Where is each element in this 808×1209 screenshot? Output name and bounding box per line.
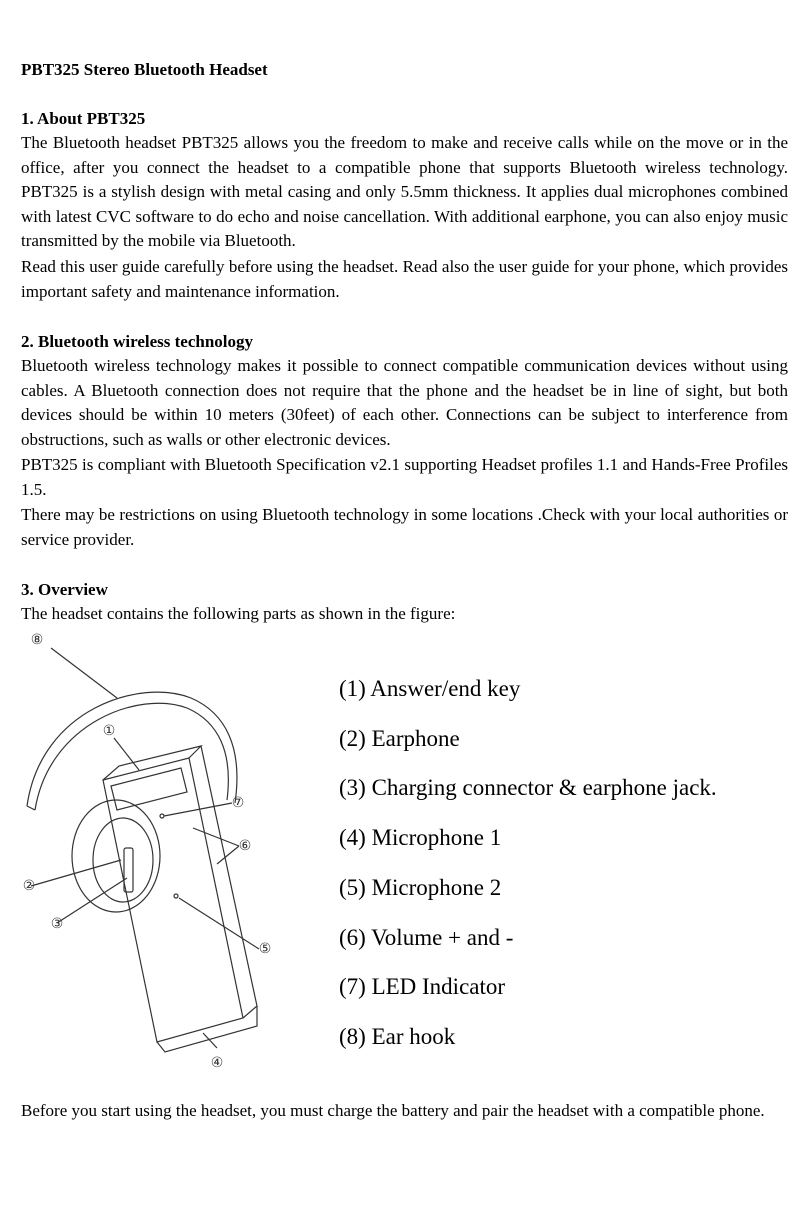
compliance-paragraph: PBT325 is compliant with Bluetooth Specification v2.1 supporting Headset profiles 1.1 and Hands-Free Profiles 1.5. bbox=[21, 455, 788, 499]
section-heading-bluetooth: 2. Bluetooth wireless technology bbox=[21, 332, 254, 351]
section-heading-overview: 3. Overview bbox=[21, 580, 108, 599]
part-item: (7) LED Indicator bbox=[339, 974, 506, 1000]
callout-7: ⑦ bbox=[231, 795, 245, 811]
callout-5: ⑤ bbox=[258, 941, 272, 957]
part-item: (4) Microphone 1 bbox=[339, 825, 502, 851]
part-item: (8) Ear hook bbox=[339, 1023, 456, 1049]
closing-paragraph: Before you start using the headset, you must charge the battery and pair the headset with a compatible phone. bbox=[21, 1101, 765, 1120]
document-title: PBT325 Stereo Bluetooth Headset bbox=[21, 60, 268, 79]
callout-3: ③ bbox=[50, 916, 64, 932]
callout-4: ④ bbox=[210, 1055, 224, 1071]
headset-figure bbox=[21, 628, 321, 1074]
part-item: (3) Charging connector & earphone jack. bbox=[339, 775, 717, 801]
callout-8: ⑧ bbox=[30, 632, 44, 648]
earphone-drawing bbox=[72, 800, 160, 912]
ear-hook-drawing bbox=[27, 692, 237, 806]
bluetooth-paragraph: Bluetooth wireless technology makes it possible to connect compatible communication devices without using cables. A Bluetooth connection does not require that the phone and the headset be in line of sight, but both devices should be within 10 meters (30feet) of each other. Connections can be subject to interference from obstructions, such as walls or other electronic devices. bbox=[21, 356, 788, 449]
mic2-dot bbox=[174, 894, 178, 898]
callout-1: ① bbox=[102, 723, 116, 739]
part-item: (1) Answer/end key bbox=[339, 676, 521, 701]
part-item: (6) Volume + and - bbox=[339, 924, 514, 950]
about-paragraph: The Bluetooth headset PBT325 allows you the freedom to make and receive calls while on the move or in the office, after you connect the headset to a compatible phone that supports Bluetooth wireless technology. PBT325 is a stylish design with metal casing and only 5.5mm thickness. It applies dual microphones combined with latest CVC software to do echo and noise cancellation. With additional earphone, you can also enjoy music transmitted by the mobile via Bluetooth. bbox=[21, 133, 788, 251]
callout-2: ② bbox=[22, 878, 36, 894]
part-item: (2) Earphone bbox=[339, 725, 460, 751]
overview-paragraph: The headset contains the following parts as shown in the figure: bbox=[21, 604, 456, 623]
callout-6: ⑥ bbox=[238, 838, 252, 854]
about-guide-paragraph: Read this user guide carefully before using the headset. Read also the user guide for your phone, which provides important safety and maintenance information. bbox=[21, 257, 788, 301]
section-heading-about: 1. About PBT325 bbox=[21, 109, 146, 128]
part-item: (5) Microphone 2 bbox=[339, 874, 502, 900]
parts-list bbox=[339, 664, 717, 1062]
led-dot bbox=[160, 814, 164, 818]
restrictions-paragraph: There may be restrictions on using Bluetooth technology in some locations .Check with your local authorities or service provider. bbox=[21, 505, 788, 549]
